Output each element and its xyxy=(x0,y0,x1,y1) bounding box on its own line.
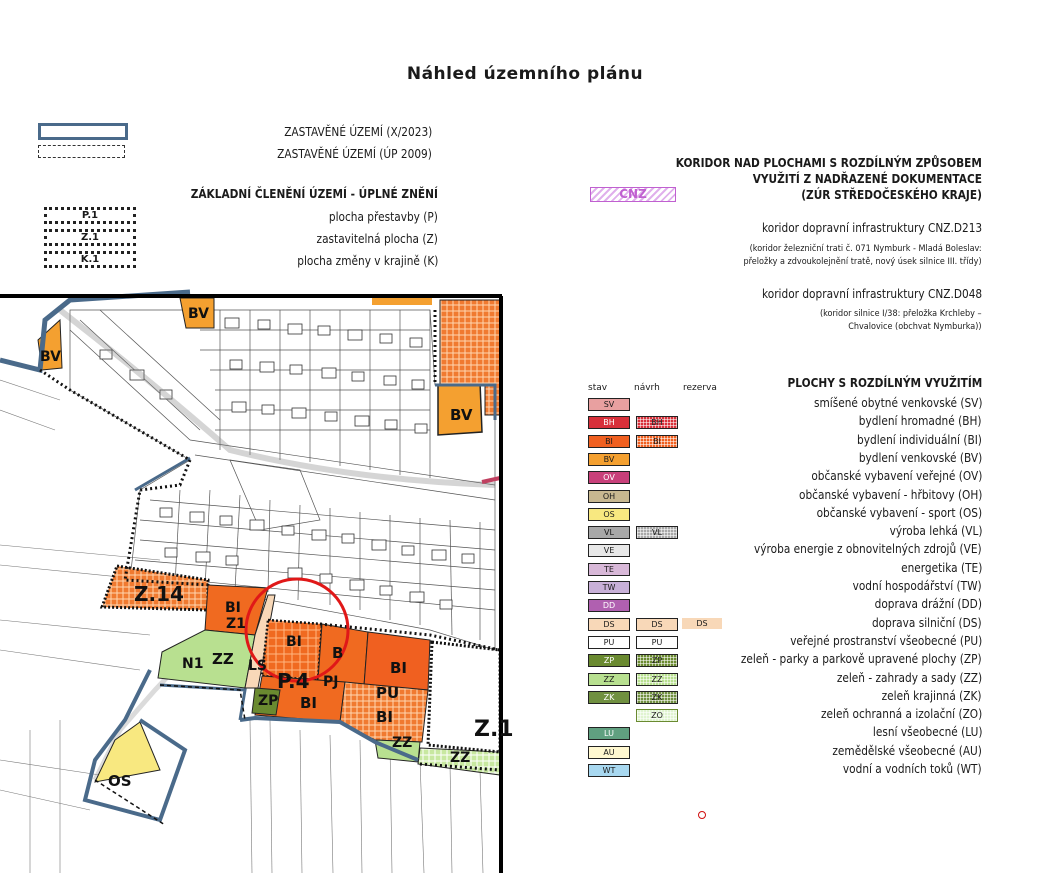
plot-label-k: plocha změny v krajině (K) xyxy=(296,254,438,268)
legend-label: vodní a vodních toků (WT) xyxy=(843,762,982,776)
plot-label-z: zastavitelná plocha (Z) xyxy=(316,232,438,246)
legend-label: doprava silniční (DS) xyxy=(872,616,982,630)
col-header-navrh: návrh xyxy=(634,383,660,393)
map-view[interactable] xyxy=(0,290,514,873)
cnz-code: CNZ xyxy=(619,187,647,201)
legend-swatch-stav-ve: VE xyxy=(588,544,630,557)
plot-code-swatch xyxy=(44,229,136,246)
legend-swatch-navrh-vl: VL xyxy=(636,526,678,539)
legend-label: zemědělské všeobecné (AU) xyxy=(832,744,982,758)
legend-label: zeleň krajinná (ZK) xyxy=(882,689,982,703)
legend-label: vodní hospodářství (TW) xyxy=(852,579,982,593)
corridor-d213-note-line2: přeložky a zdvoukolejnění tratě, nový úsek silnice III. třídy) xyxy=(743,257,982,267)
corridor-d213-note xyxy=(744,243,982,269)
legend-label: bydlení hromadné (BH) xyxy=(859,414,982,428)
legend-swatch-stav-lu: LU xyxy=(588,727,630,740)
legend-label: občanské vybavení - hřbitovy (OH) xyxy=(798,488,982,502)
legend-label: výroba lehká (VL) xyxy=(889,524,982,538)
legend-label: zeleň ochranná a izolační (ZO) xyxy=(820,707,982,721)
cnz-swatch xyxy=(590,187,676,202)
legend-label: zeleň - parky a parkově upravené plochy (ZP) xyxy=(741,652,982,666)
map-label-pu: PU xyxy=(376,684,400,702)
legend-swatch-stav-os: OS xyxy=(588,508,630,521)
legend-swatch-stav-zp: ZP xyxy=(588,654,630,667)
built-2009-swatch xyxy=(38,145,125,158)
plot-code-z1: Z.1 xyxy=(80,232,99,243)
map-label-zz2: ZZ xyxy=(392,735,413,751)
legend-label: bydlení individuální (BI) xyxy=(857,433,982,447)
map-label-bv-left: BV xyxy=(40,349,61,365)
legend-label: zeleň - zahrady a sady (ZZ) xyxy=(836,671,982,685)
legend-swatch-stav-bv: BV xyxy=(588,453,630,466)
corridor-d048-label: koridor dopravní infrastruktury CNZ.D048 xyxy=(761,287,982,301)
legend-swatch-stav-dd: DD xyxy=(588,599,630,612)
plot-code-k1: K.1 xyxy=(80,254,100,265)
legend-swatch-stav-au: AU xyxy=(588,746,630,759)
map-svg xyxy=(0,290,514,873)
legend-label: veřejné prostranství všeobecné (PU) xyxy=(789,634,982,648)
map-label-pj: PJ xyxy=(323,674,339,690)
map-label-bi3: BI xyxy=(390,659,408,677)
areas-heading: PLOCHY S ROZDÍLNÝM VYUŽITÍM xyxy=(787,376,982,390)
legend-label: lesní všeobecné (LU) xyxy=(872,725,982,739)
legend-label: občanské vybavení - sport (OS) xyxy=(816,506,982,520)
legend-swatch-navrh-zk: ZK xyxy=(636,691,678,704)
map-label-p4: P.4 xyxy=(277,669,310,693)
map-label-bi2: BI xyxy=(286,634,302,650)
page-title: Náhled územního plánu xyxy=(406,64,644,84)
map-label-bi5: BI xyxy=(300,694,318,712)
legend-swatch-stav-oh: OH xyxy=(588,490,630,503)
corridor-d213-label: koridor dopravní infrastruktury CNZ.D213 xyxy=(761,221,982,235)
map-label-z-dot: Z.1 xyxy=(474,717,514,742)
col-header-rezerva: rezerva xyxy=(683,383,717,393)
legend-label: smíšené obytné venkovské (SV) xyxy=(813,396,982,410)
corridor-d048-note-line2: Chvalovice (obchvat Nymburka)) xyxy=(848,322,982,332)
built-2009-label: ZASTAVĚNÉ ÚZEMÍ (ÚP 2009) xyxy=(277,147,432,161)
plot-code-p1: P.1 xyxy=(81,210,99,221)
legend-swatch-stav-tw: TW xyxy=(588,581,630,594)
map-label-bi4: BI xyxy=(376,708,394,726)
legend-label: výroba energie z obnovitelných zdrojů (VE) xyxy=(754,542,982,556)
legend-swatch-navrh-zp: ZP xyxy=(636,654,678,667)
plot-code-swatch xyxy=(44,207,136,224)
legend-swatch-navrh-ds: DS xyxy=(636,618,678,631)
plot-code-swatch xyxy=(44,251,136,268)
corridor-heading-line1: KORIDOR NAD PLOCHAMI S ROZDÍLNÝM ZPŮSOBEM xyxy=(675,156,982,170)
plot-label-p: plocha přestavby (P) xyxy=(328,210,438,224)
col-header-stav: stav xyxy=(588,383,608,393)
built-2023-label: ZASTAVĚNÉ ÚZEMÍ (X/2023) xyxy=(283,125,432,139)
corridor-heading-line2: VYUŽITÍ Z NADŘAZENÉ DOKUMENTACE xyxy=(752,172,982,186)
built-2023-swatch xyxy=(38,123,128,140)
legend-swatch-stav-vl: VL xyxy=(588,526,630,539)
corridor-d048-note-line1: (koridor silnice I/38: přeložka Krchleby – xyxy=(820,309,982,319)
legend-swatch-rezerva-ds: DS xyxy=(682,618,722,629)
map-label-bv-right: BV xyxy=(450,406,473,424)
legend-swatch-navrh-zo: ZO xyxy=(636,709,678,722)
map-label-zz1: ZZ xyxy=(212,650,234,668)
map-label-z1: Z1 xyxy=(226,616,246,632)
legend-swatch-navrh-bi: BI xyxy=(636,435,678,448)
legend-swatch-stav-wt: WT xyxy=(588,764,630,777)
legend-label: bydlení venkovské (BV) xyxy=(858,451,982,465)
corridor-heading xyxy=(676,155,982,203)
map-label-zp: ZP xyxy=(258,693,279,709)
legend-swatch-stav-te: TE xyxy=(588,563,630,576)
map-label-b: B xyxy=(332,644,344,662)
corridor-heading-line3: (ZÚR STŘEDOČESKÉHO KRAJE) xyxy=(801,188,982,202)
legend-swatch-stav-sv: SV xyxy=(588,398,630,411)
map-label-z14: Z.14 xyxy=(134,582,184,606)
map-label-bi1: BI xyxy=(225,600,241,616)
map-label-ls: LS xyxy=(248,658,268,674)
legend-swatch-navrh-bh: BH xyxy=(636,416,678,429)
map-label-os: OS xyxy=(108,772,132,790)
legend-swatch-stav-bh: BH xyxy=(588,416,630,429)
basic-division-heading: ZÁKLADNÍ ČLENĚNÍ ÚZEMÍ - ÚPLNÉ ZNĚNÍ xyxy=(190,187,438,201)
legend-swatch-navrh-pu: PU xyxy=(636,636,678,649)
legend-swatch-stav-bi: BI xyxy=(588,435,630,448)
corridor-d048-note xyxy=(820,308,982,334)
legend-swatch-navrh-zz: ZZ xyxy=(636,673,678,686)
red-marker-icon xyxy=(698,811,706,819)
legend-swatch-stav-ds: DS xyxy=(588,618,630,631)
legend-swatch-stav-ov: OV xyxy=(588,471,630,484)
legend-label: občanské vybavení veřejné (OV) xyxy=(810,469,982,483)
legend-label: doprava drážní (DD) xyxy=(874,597,982,611)
legend-swatch-stav-zz: ZZ xyxy=(588,673,630,686)
legend-label: energetika (TE) xyxy=(900,561,982,575)
legend-swatch-stav-pu: PU xyxy=(588,636,630,649)
legend-swatch-stav-zk: ZK xyxy=(588,691,630,704)
map-label-bv-top: BV xyxy=(188,306,209,322)
corridor-d213-note-line1: (koridor železniční trati č. 071 Nymburk - Mladá Boleslav: xyxy=(750,244,982,254)
map-label-zz3: ZZ xyxy=(450,750,471,766)
map-label-n1: N1 xyxy=(182,656,204,672)
